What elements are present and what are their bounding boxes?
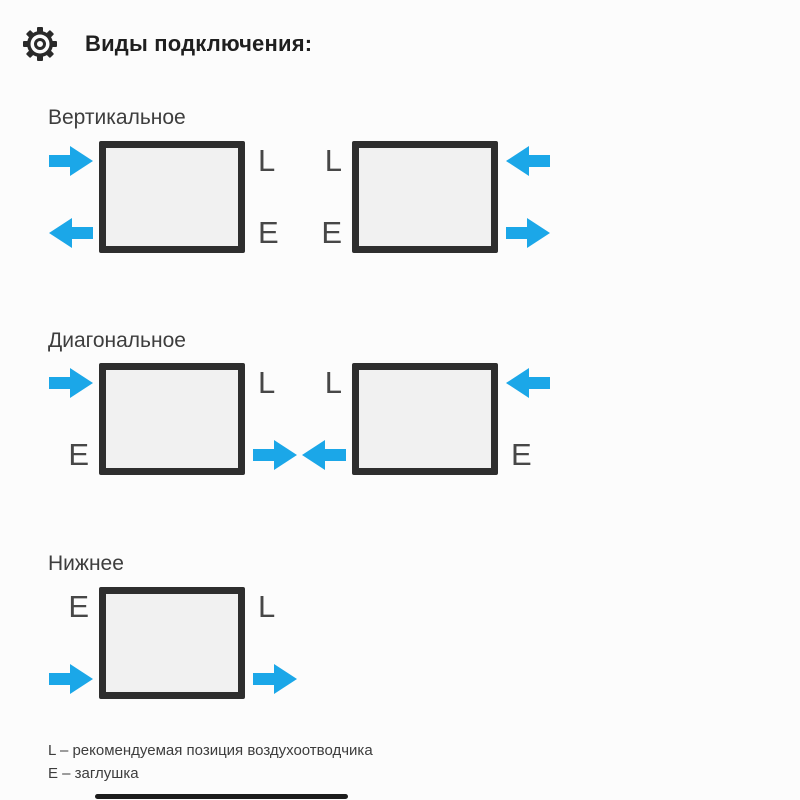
port-label-l: L (258, 589, 276, 624)
flow-arrow-right-icon (49, 664, 93, 694)
radiator-diagram (47, 587, 299, 699)
arrow-slot-right-bottom (251, 662, 299, 696)
radiator-box (99, 141, 245, 253)
port-label-l: L (258, 365, 276, 400)
arrow-slot-right-top (504, 144, 552, 178)
radiator-diagram (300, 141, 552, 253)
flow-arrow-left-icon (302, 440, 346, 470)
gear-icon (22, 26, 58, 62)
arrow-slot-right-top (504, 366, 552, 400)
port-label-l: L (324, 143, 342, 178)
arrow-slot-left-top (47, 144, 95, 178)
flow-arrow-left-icon (506, 146, 550, 176)
radiator-diagram (300, 363, 552, 475)
arrow-slot-left-bottom (300, 438, 348, 472)
section-label-diagonal: Диагональное (48, 329, 186, 352)
flow-arrow-right-icon (253, 440, 297, 470)
radiator-box (99, 587, 245, 699)
port-label-e: E (511, 437, 532, 472)
arrow-slot-left-bottom (47, 216, 95, 250)
diagram-row-vertical (47, 141, 553, 253)
arrow-slot-right-bottom (504, 216, 552, 250)
diagram-row-bottom (47, 587, 553, 699)
arrow-slot-right-bottom (251, 438, 299, 472)
section-label-bottom: Нижнее (48, 552, 124, 575)
arrow-slot-left-bottom (47, 662, 95, 696)
radiator-diagram (47, 141, 299, 253)
section-label-vertical: Вертикальное (48, 106, 186, 129)
port-label-l: L (324, 365, 342, 400)
port-label-l: L (258, 143, 276, 178)
flow-arrow-right-icon (506, 218, 550, 248)
port-label-e: E (258, 215, 279, 250)
radiator-box (352, 141, 498, 253)
flow-arrow-right-icon (49, 146, 93, 176)
legend-line-e: E – заглушка (48, 765, 139, 782)
page-title: Виды подключения: (85, 31, 313, 56)
radiator-box (352, 363, 498, 475)
port-label-e: E (321, 215, 342, 250)
diagram-row-diagonal (47, 363, 553, 475)
port-label-e: E (68, 437, 89, 472)
flow-arrow-left-icon (506, 368, 550, 398)
legend-line-l: L – рекомендуемая позиция воздухоотводчика (48, 742, 373, 759)
radiator-box (99, 363, 245, 475)
carousel-scrollbar[interactable] (95, 794, 348, 799)
arrow-slot-left-top (47, 366, 95, 400)
radiator-diagram (47, 363, 299, 475)
port-label-e: E (68, 589, 89, 624)
flow-arrow-right-icon (49, 368, 93, 398)
flow-arrow-left-icon (49, 218, 93, 248)
flow-arrow-right-icon (253, 664, 297, 694)
